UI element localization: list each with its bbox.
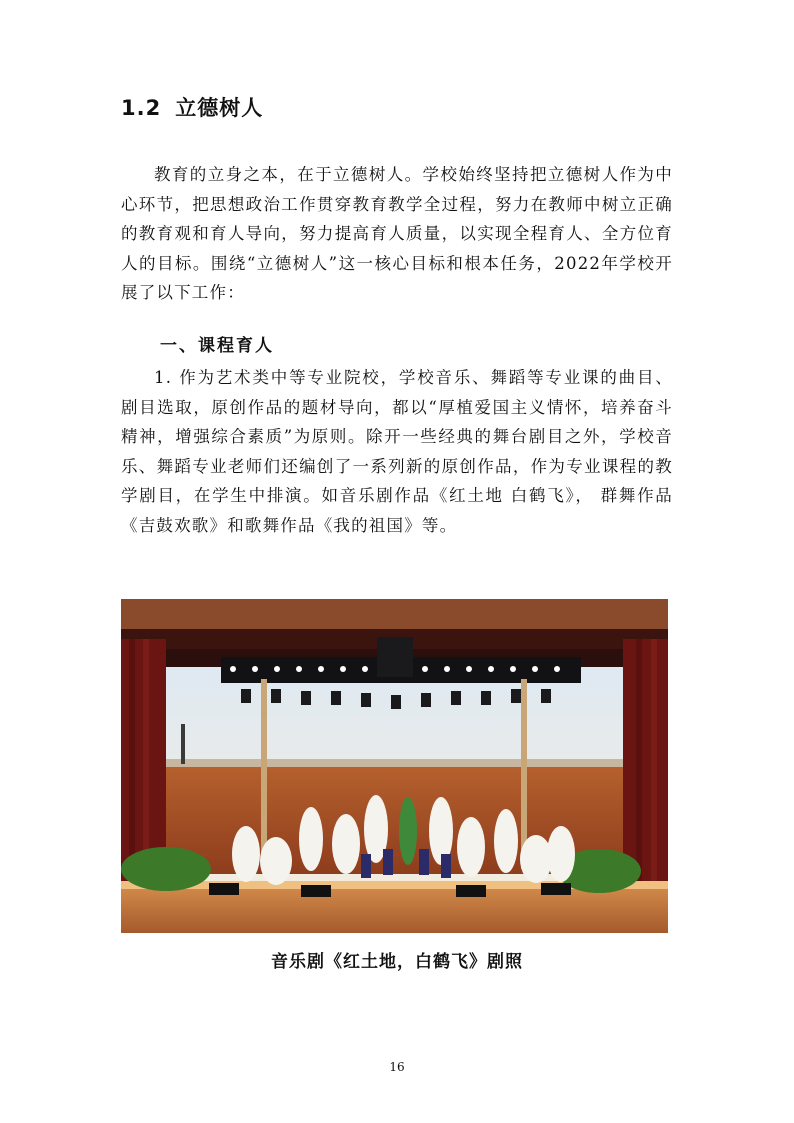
- section-title: 立德树人: [175, 96, 264, 120]
- section-number: 1.2: [121, 96, 162, 120]
- photo-caption: 音乐剧《红土地，白鹤飞》剧照: [271, 952, 523, 972]
- page-number: 16: [389, 1060, 405, 1074]
- section-heading: [121, 92, 263, 122]
- subheading-course-education: 一、课程育人: [160, 336, 274, 356]
- paragraph-course: 1. 作为艺术类中等专业院校，学校音乐、舞蹈等专业课的曲目、剧目选取，原创作品的题材导向，都以“厚植爱国主义情怀，培养奋斗精神，增强综合素质”为原则。除开一些经典的舞台剧目之外，学校音乐、舞蹈专业老师们还编创了一系列新的原创作品，作为专业课程的教学剧目，在学生中排演。如音乐剧作品《红土地 白鹤飞》， 群舞作品《吉鼓欢歌》和歌舞作品《我的祖国》等。: [121, 368, 673, 535]
- stage-performance-photo: [121, 599, 668, 933]
- paragraph-intro: 教育的立身之本，在于立德树人。学校始终坚持把立德树人作为中心环节，把思想政治工作贯穿教育教学全过程，努力在教师中树立正确的教育观和育人导向，努力提高育人质量，以实现全程育人、全方位育人的目标。围绕“立德树人”这一核心目标和根本任务，2022年学校开展了以下工作：: [121, 165, 673, 302]
